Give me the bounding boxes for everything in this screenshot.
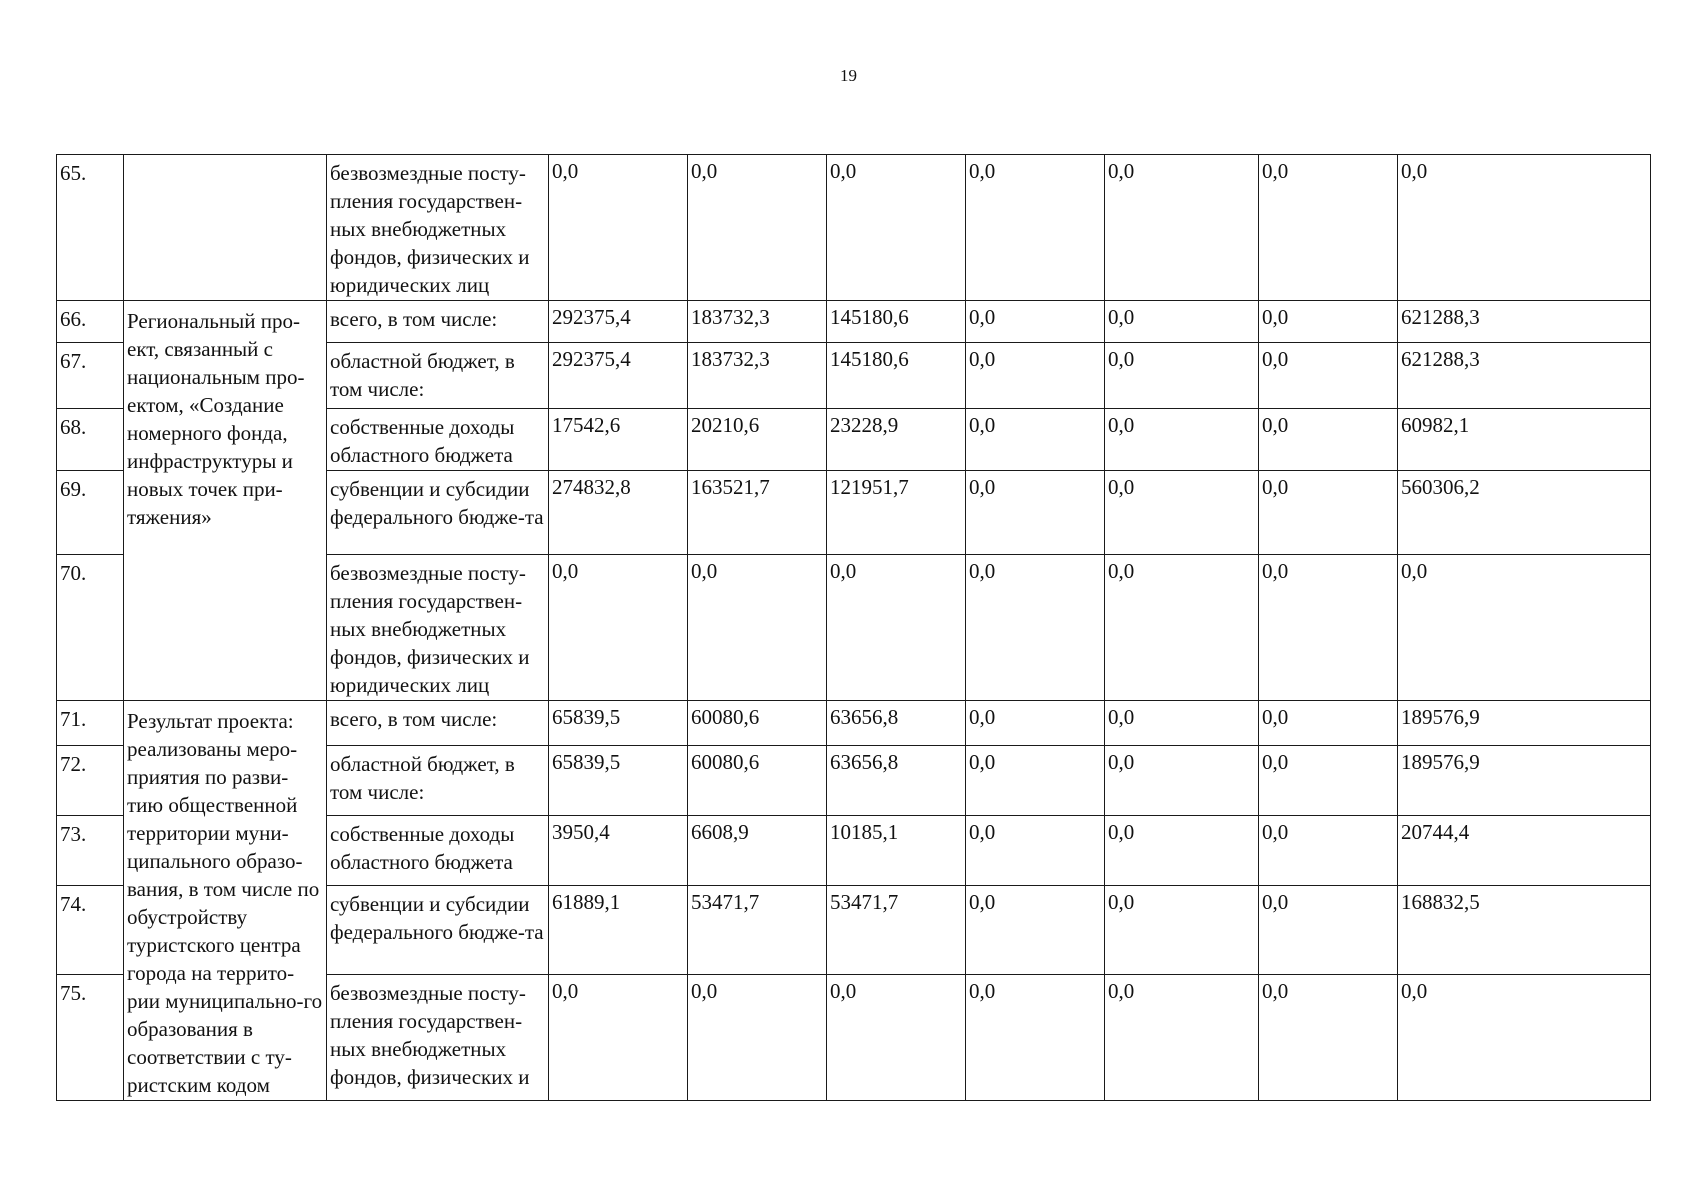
- value-cell: 145180,6: [827, 343, 966, 409]
- funding-source: всего, в том числе:: [327, 701, 549, 746]
- value-cell: 63656,8: [827, 701, 966, 746]
- value-cell: 0,0: [1259, 886, 1398, 975]
- value-cell: 0,0: [1259, 745, 1398, 815]
- value-cell: 0,0: [1105, 301, 1259, 343]
- value-total: 60982,1: [1398, 409, 1651, 471]
- value-cell: 0,0: [1105, 409, 1259, 471]
- value-total: 560306,2: [1398, 471, 1651, 555]
- value-cell: 0,0: [1259, 155, 1398, 301]
- row-number: 69.: [57, 471, 124, 555]
- value-cell: 0,0: [1259, 343, 1398, 409]
- row-number: 72.: [57, 745, 124, 815]
- value-cell: 0,0: [1105, 975, 1259, 1101]
- funding-source: областной бюджет, в том числе:: [327, 745, 549, 815]
- row-number: 75.: [57, 975, 124, 1101]
- value-cell: 0,0: [549, 975, 688, 1101]
- value-cell: 0,0: [966, 155, 1105, 301]
- value-cell: 0,0: [966, 886, 1105, 975]
- value-cell: 292375,4: [549, 301, 688, 343]
- value-cell: 0,0: [1105, 471, 1259, 555]
- row-number: 65.: [57, 155, 124, 301]
- value-total: 0,0: [1398, 155, 1651, 301]
- value-cell: 23228,9: [827, 409, 966, 471]
- value-cell: 0,0: [966, 409, 1105, 471]
- table-row: [57, 701, 1651, 746]
- value-cell: 0,0: [827, 555, 966, 701]
- value-cell: 183732,3: [688, 301, 827, 343]
- value-cell: 0,0: [688, 975, 827, 1101]
- value-cell: 0,0: [1259, 701, 1398, 746]
- value-cell: 0,0: [1259, 815, 1398, 885]
- value-cell: 0,0: [1105, 886, 1259, 975]
- budget-table: [56, 154, 1651, 1101]
- funding-source: безвозмездные посту-пления государствен-ных внебюджетных фондов, физических и юридических лиц: [327, 155, 549, 301]
- funding-source: собственные доходы областного бюджета: [327, 409, 549, 471]
- value-cell: 53471,7: [827, 886, 966, 975]
- funding-source: областной бюджет, в том числе:: [327, 343, 549, 409]
- value-cell: 0,0: [1259, 409, 1398, 471]
- value-cell: 65839,5: [549, 701, 688, 746]
- value-cell: 121951,7: [827, 471, 966, 555]
- value-cell: 0,0: [966, 555, 1105, 701]
- row-number: 66.: [57, 301, 124, 343]
- value-cell: 0,0: [966, 343, 1105, 409]
- value-cell: 0,0: [966, 701, 1105, 746]
- funding-source: собственные доходы областного бюджета: [327, 815, 549, 885]
- value-cell: 0,0: [966, 745, 1105, 815]
- value-cell: 17542,6: [549, 409, 688, 471]
- table-row: [57, 155, 1651, 301]
- funding-source: безвозмездные посту-пления государствен-ных внебюджетных фондов, физических и юридических лиц: [327, 555, 549, 701]
- value-cell: 60080,6: [688, 745, 827, 815]
- value-cell: 0,0: [1105, 701, 1259, 746]
- value-cell: 0,0: [1105, 155, 1259, 301]
- value-total: 189576,9: [1398, 745, 1651, 815]
- value-total: 189576,9: [1398, 701, 1651, 746]
- value-total: 621288,3: [1398, 343, 1651, 409]
- funding-source: субвенции и субсидии федерального бюдже-та: [327, 886, 549, 975]
- row-number: 68.: [57, 409, 124, 471]
- row-number: 74.: [57, 886, 124, 975]
- value-cell: 292375,4: [549, 343, 688, 409]
- value-cell: 0,0: [966, 975, 1105, 1101]
- page-number: 19: [840, 66, 857, 85]
- value-cell: 0,0: [1105, 343, 1259, 409]
- value-cell: 0,0: [966, 815, 1105, 885]
- value-cell: 0,0: [549, 555, 688, 701]
- value-cell: 0,0: [688, 155, 827, 301]
- value-cell: 0,0: [549, 155, 688, 301]
- value-cell: 183732,3: [688, 343, 827, 409]
- project-name: Региональный про-ект, связанный с национальным про-ектом, «Создание номерного фонда, инфраструктуры и новых точек при-тяжения»: [124, 301, 327, 701]
- value-cell: 0,0: [1259, 975, 1398, 1101]
- funding-source: всего, в том числе:: [327, 301, 549, 343]
- value-cell: 163521,7: [688, 471, 827, 555]
- value-cell: 0,0: [1105, 745, 1259, 815]
- value-cell: 0,0: [1259, 471, 1398, 555]
- table-row: [57, 301, 1651, 343]
- row-number: 73.: [57, 815, 124, 885]
- value-cell: 0,0: [827, 155, 966, 301]
- value-cell: 65839,5: [549, 745, 688, 815]
- value-cell: 20210,6: [688, 409, 827, 471]
- value-cell: 0,0: [1105, 555, 1259, 701]
- project-name: Результат проекта: реализованы меро-приятия по разви-тию общественной территории муни-ципального образо-вания, в том числе по обустройству туристского центра города на террито-рии муниципально-го образования в соответствии с ту-ристским кодом: [124, 701, 327, 1101]
- value-total: 20744,4: [1398, 815, 1651, 885]
- value-total: 621288,3: [1398, 301, 1651, 343]
- value-cell: 0,0: [966, 301, 1105, 343]
- value-cell: 0,0: [1259, 555, 1398, 701]
- project-cell-empty: [124, 155, 327, 301]
- value-cell: 61889,1: [549, 886, 688, 975]
- value-cell: 3950,4: [549, 815, 688, 885]
- value-cell: 0,0: [1259, 301, 1398, 343]
- row-number: 70.: [57, 555, 124, 701]
- value-cell: 63656,8: [827, 745, 966, 815]
- value-cell: 0,0: [688, 555, 827, 701]
- value-cell: 0,0: [966, 471, 1105, 555]
- row-number: 67.: [57, 343, 124, 409]
- value-cell: 145180,6: [827, 301, 966, 343]
- value-total: 168832,5: [1398, 886, 1651, 975]
- value-cell: 6608,9: [688, 815, 827, 885]
- value-cell: 0,0: [1105, 815, 1259, 885]
- value-cell: 60080,6: [688, 701, 827, 746]
- value-cell: 0,0: [827, 975, 966, 1101]
- value-cell: 274832,8: [549, 471, 688, 555]
- value-cell: 10185,1: [827, 815, 966, 885]
- row-number: 71.: [57, 701, 124, 746]
- funding-source: безвозмездные посту-пления государствен-ных внебюджетных фондов, физических и: [327, 975, 549, 1101]
- value-total: 0,0: [1398, 975, 1651, 1101]
- value-cell: 53471,7: [688, 886, 827, 975]
- value-total: 0,0: [1398, 555, 1651, 701]
- funding-source: субвенции и субсидии федерального бюдже-та: [327, 471, 549, 555]
